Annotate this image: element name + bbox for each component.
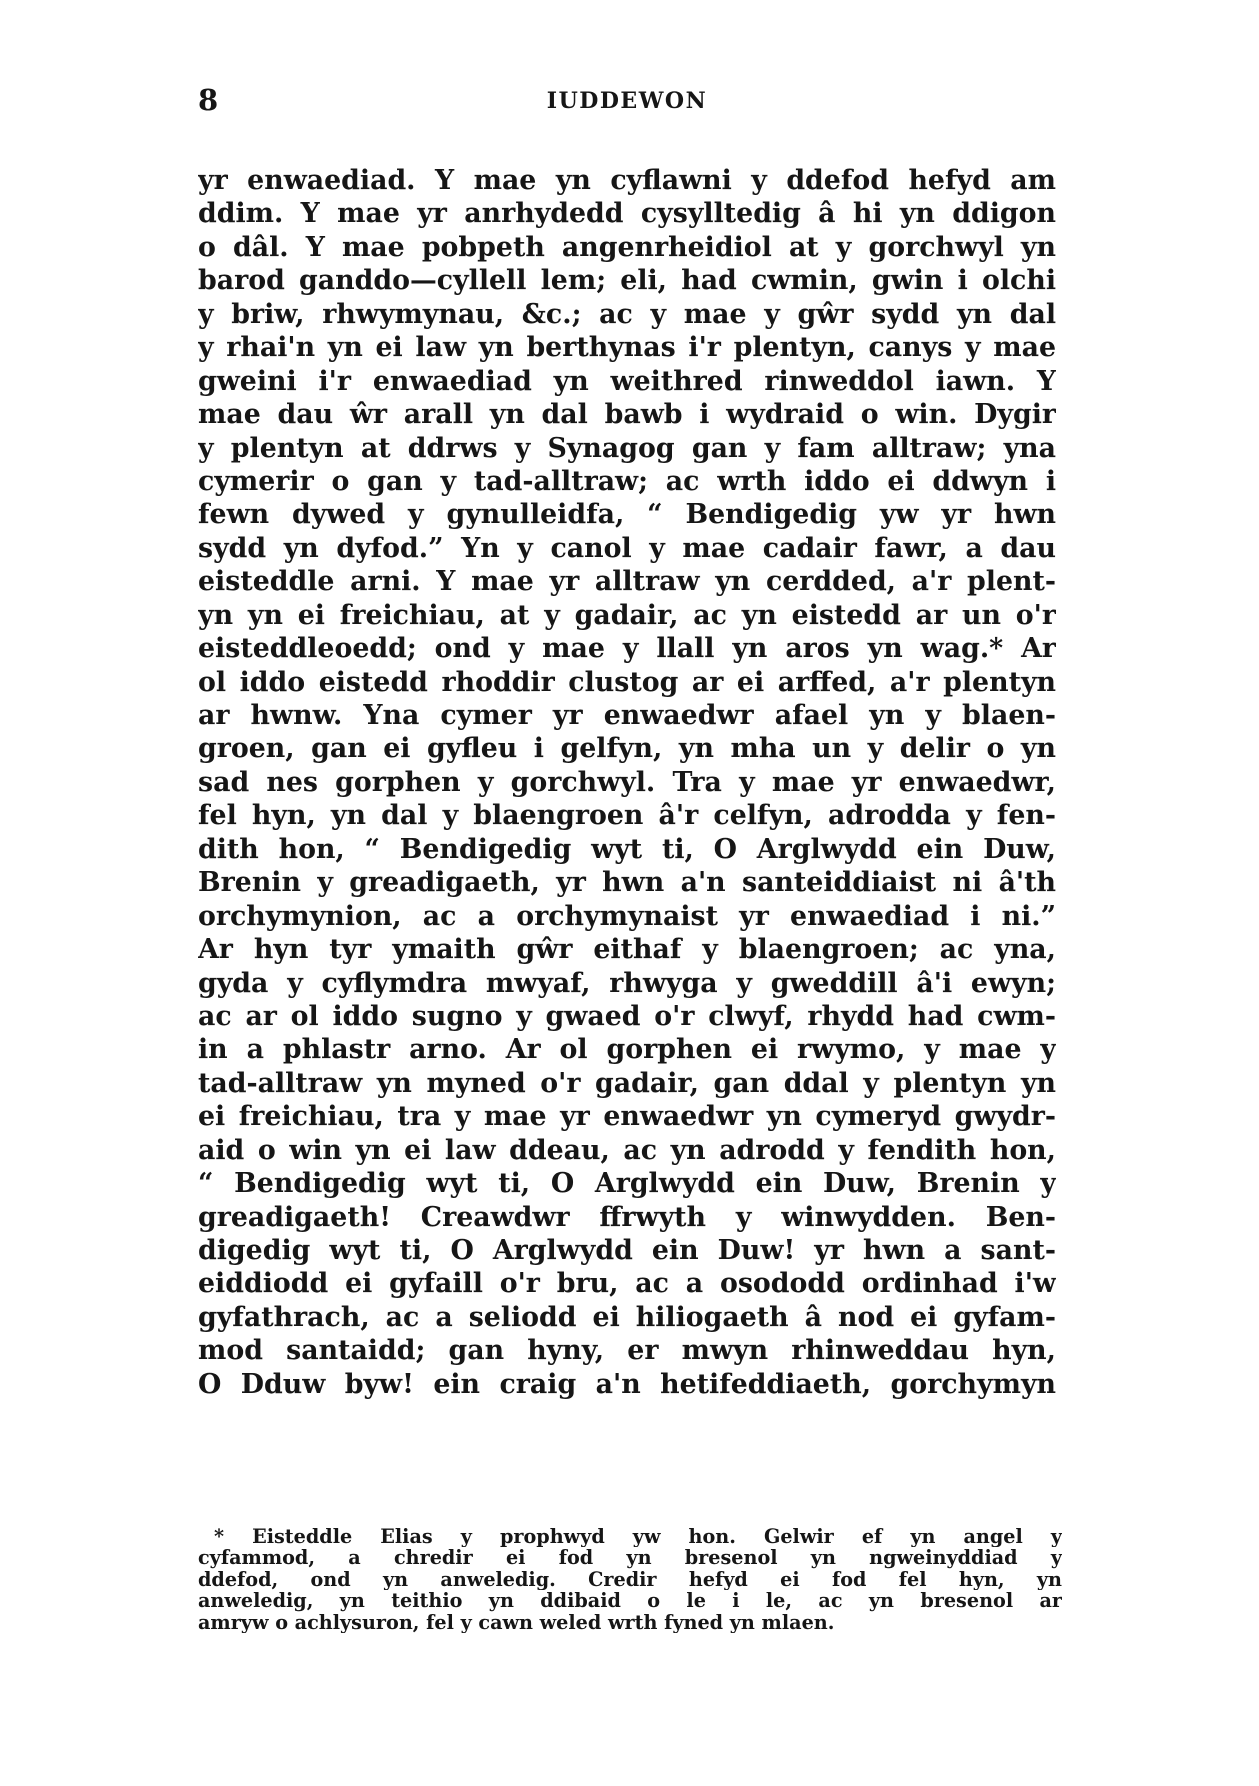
- text-line: dith hon, “ Bendigedig wyt ti, O Arglwydd ein Duw,: [198, 833, 1056, 865]
- text-line: greadigaeth! Creawdwr ffrwyth y winwydden. Ben-: [198, 1201, 1056, 1233]
- text-line: y plentyn at ddrws y Synagog gan y fam alltraw; yna: [198, 432, 1056, 464]
- footnote-line: * Eisteddle Elias y prophwyd yw hon. Gelwir ef yn angel y: [214, 1526, 1062, 1548]
- text-line: barod ganddo—cyllell lem; eli, had cwmin, gwin i olchi: [198, 265, 1056, 297]
- footnote: [198, 1526, 1062, 1633]
- text-line: gyfathrach, ac a seliodd ei hiliogaeth â nod ei gyfam-: [198, 1301, 1056, 1333]
- text-line: eisteddle arni. Y mae yr alltraw yn cerdded, a'r plent-: [198, 566, 1056, 598]
- text-line: ddim. Y mae yr anrhydedd cysylltedig â hi yn ddigon: [198, 198, 1056, 230]
- text-line: ac ar ol iddo sugno y gwaed o'r clwyf, rhydd had cwm-: [198, 1000, 1056, 1032]
- text-line: orchymynion, ac a orchymynaist yr enwaediad i ni.”: [198, 900, 1056, 932]
- footnote-line: cyfammod, a chredir ei fod yn bresenol yn ngweinyddiad y: [198, 1547, 1062, 1569]
- text-line: y briw, rhwymynau, &c.; ac y mae y gŵr sydd yn dal: [198, 298, 1056, 330]
- text-line: y rhai'n yn ei law yn berthynas i'r plentyn, canys y mae: [198, 332, 1056, 364]
- text-line: fel hyn, yn dal y blaengroen â'r celfyn, adrodda y fen-: [198, 800, 1056, 832]
- text-line: ol iddo eistedd rhoddir clustog ar ei arffed, a'r plentyn: [198, 666, 1056, 698]
- text-line: yr enwaediad. Y mae yn cyflawni y ddefod hefyd am: [198, 165, 1056, 196]
- footnote-line: ddefod, ond yn anweledig. Credir hefyd ei fod fel hyn, yn: [198, 1568, 1062, 1591]
- text-line: sad nes gorphen y gorchwyl. Tra y mae yr enwaedwr,: [198, 766, 1056, 798]
- text-line: eisteddleoedd; ond y mae y llall yn aros yn wag.* Ar: [198, 633, 1056, 665]
- text-line: gweini i'r enwaediad yn weithred rinweddol iawn. Y: [198, 365, 1056, 397]
- text-line: ar hwnw. Yna cymer yr enwaedwr afael yn y blaen-: [198, 700, 1056, 731]
- running-head: IUDDEWON: [546, 88, 708, 114]
- text-line: fewn dywed y gynulleidfa, “ Bendigedig yw yr hwn: [198, 499, 1056, 531]
- text-line: Brenin y greadigaeth, yr hwn a'n santeiddiaist ni â'th: [198, 867, 1056, 899]
- text-line: mod santaidd; gan hyny, er mwyn rhinweddau hyn,: [198, 1335, 1056, 1367]
- text-line: ei freichiau, tra y mae yr enwaedwr yn cymeryd gwydr-: [198, 1101, 1056, 1133]
- text-line: groen, gan ei gyfleu i gelfyn, yn mha un y delir o yn: [198, 733, 1056, 765]
- body-text: [198, 164, 1056, 1401]
- text-line: sydd yn dyfod.” Yn y canol y mae cadair fawr, a dau: [198, 532, 1056, 564]
- footnote-line: amryw o achlysuron, fel y cawn weled wrth fyned yn mlaen.: [198, 1611, 835, 1633]
- footnote-line: anweledig, yn teithio yn ddibaid o le i le, ac yn bresenol ar: [198, 1590, 1062, 1612]
- text-line: digedig wyt ti, O Arglwydd ein Duw! yr hwn a sant-: [198, 1235, 1056, 1266]
- text-line: yn yn ei freichiau, at y gadair, ac yn eistedd ar un o'r: [198, 599, 1056, 631]
- page-number: 8: [198, 83, 219, 117]
- text-line: o dâl. Y mae pobpeth angenrheidiol at y gorchwyl yn: [198, 231, 1056, 263]
- text-line: mae dau ŵr arall yn dal bawb i wydraid o win. Dygir: [198, 399, 1056, 431]
- text-line: aid o win yn ei law ddeau, ac yn adrodd y fendith hon,: [198, 1134, 1056, 1166]
- text-line: in a phlastr arno. Ar ol gorphen ei rwymo, y mae y: [198, 1034, 1056, 1066]
- text-line: gyda y cyflymdra mwyaf, rhwyga y gweddill â'i ewyn;: [198, 967, 1056, 999]
- text-line: cymerir o gan y tad-alltraw; ac wrth iddo ei ddwyn i: [198, 465, 1056, 497]
- text-line: O Dduw byw! ein craig a'n hetifeddiaeth, gorchymyn: [198, 1368, 1056, 1400]
- page-header: [198, 82, 1056, 122]
- text-line: “ Bendigedig wyt ti, O Arglwydd ein Duw, Brenin y: [198, 1168, 1056, 1200]
- text-line: eiddiodd ei gyfaill o'r bru, ac a osododd ordinhad i'w: [198, 1268, 1056, 1300]
- text-line: Ar hyn tyr ymaith gŵr eithaf y blaengroen; ac yna,: [198, 934, 1056, 966]
- text-line: tad-alltraw yn myned o'r gadair, gan ddal y plentyn yn: [198, 1067, 1056, 1099]
